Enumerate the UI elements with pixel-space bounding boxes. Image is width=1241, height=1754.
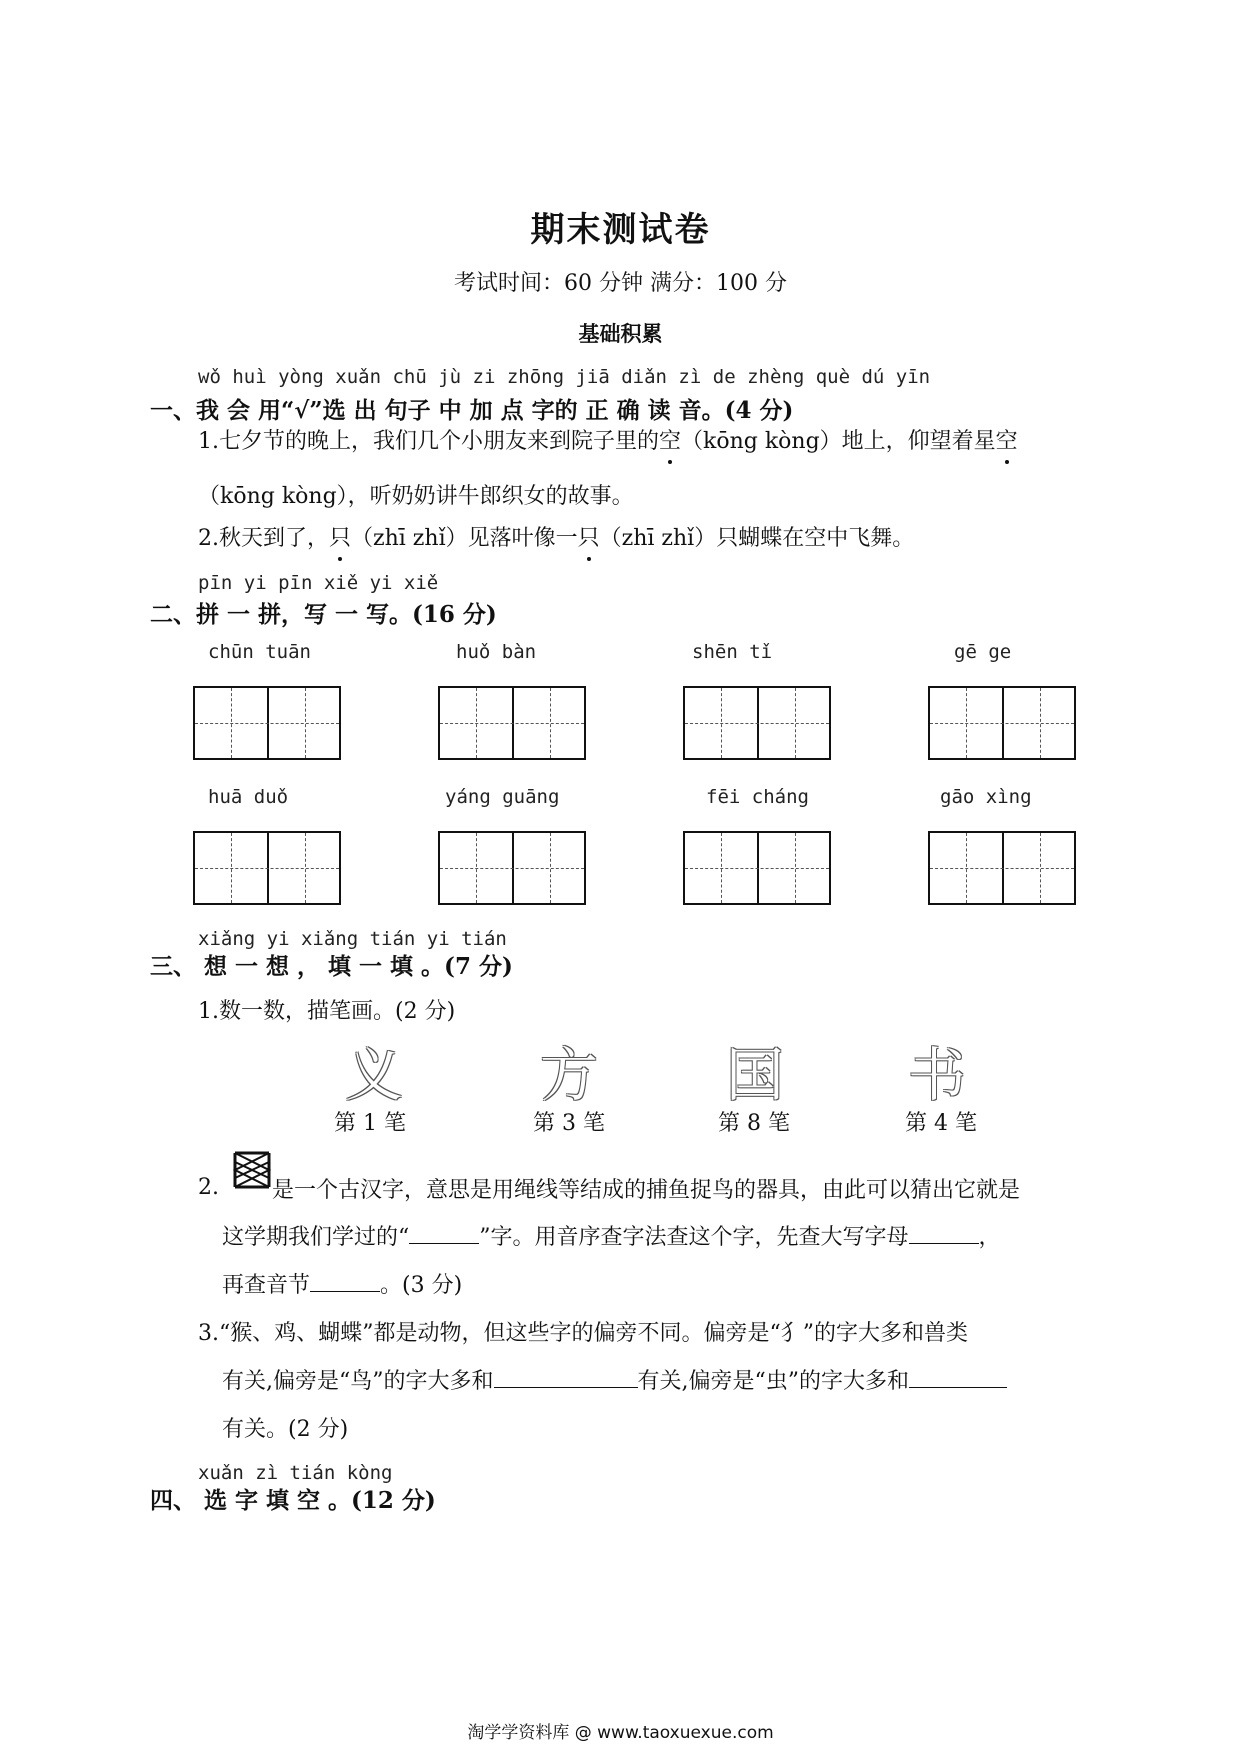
q1-sentence-1-line-2: （kōng kòng），听奶奶讲牛郎织女的故事。	[198, 484, 634, 509]
stroke-char-1: 义	[345, 1041, 404, 1109]
footer-watermark: 淘学学资料库 @ www.taoxuexue.com	[467, 1723, 774, 1743]
q3-sub-2-text-c: ，	[978, 1225, 1001, 1250]
q2-pinyin: pīn yi pīn xiě yi xiě	[198, 572, 439, 594]
section-subtitle: 基础积累	[578, 321, 663, 346]
writing-grid-2[interactable]	[438, 686, 586, 760]
word-pinyin-6: yáng guāng	[445, 786, 560, 808]
blank-bird-category[interactable]	[494, 1365, 638, 1388]
word-pinyin-8: gāo xìng	[940, 786, 1032, 808]
stroke-label-4: 第 4 笔	[905, 1111, 977, 1136]
stroke-label-2: 第 3 笔	[533, 1111, 605, 1136]
stroke-char-3: 国	[726, 1041, 785, 1109]
q1-s1-text-a: 1.七夕节的晚上，我们几个小朋友来到院子里的	[198, 429, 659, 454]
q1-s2-text-a: 2.秋天到了，	[198, 526, 329, 551]
stroke-label-3: 第 8 笔	[718, 1111, 790, 1136]
q3-sub-2-line-1: 是一个古汉字，意思是用绳线等结成的捕鱼捉鸟的器具，由此可以猜出它就是	[272, 1178, 1021, 1203]
q1-s2-text-b: （zhī zhǐ）见落叶像一	[351, 526, 578, 551]
writing-grid-1[interactable]	[193, 686, 341, 760]
q1-s1-text-b: （kōng kòng）地上，仰望着星	[681, 429, 996, 454]
exam-info: 考试时间：60 分钟 满分：100 分	[454, 271, 787, 296]
blank-insect-category[interactable]	[909, 1365, 1007, 1388]
word-pinyin-3: shēn tǐ	[692, 641, 773, 663]
word-pinyin-2: huǒ bàn	[456, 641, 537, 663]
q1-s2-text-c: （zhī zhǐ）只蝴蝶在空中飞舞。	[599, 526, 915, 551]
q1-s2-dotted-char-2: 只	[578, 521, 600, 552]
q1-s1-dotted-char-1: 空	[659, 424, 681, 455]
blank-capital-letter[interactable]	[909, 1221, 979, 1244]
q1-sentence-2	[198, 521, 914, 552]
q3-sub-2-text-b: ”字。用音序查字法查这个字，先查大写字母	[479, 1225, 909, 1250]
page-title: 期末测试卷	[530, 210, 711, 250]
q3-sub-2-text-e: 。(3 分)	[380, 1273, 463, 1298]
stroke-char-2: 方	[540, 1041, 599, 1109]
writing-grid-3[interactable]	[683, 686, 831, 760]
q3-sub-2-number: 2.	[198, 1175, 219, 1200]
q1-s2-dotted-char-1: 只	[329, 521, 351, 552]
q3-sub-2-line-3	[222, 1268, 462, 1299]
q3-sub-2-text-d: 再查音节	[222, 1273, 311, 1298]
q3-sub-2-line-2	[222, 1220, 1001, 1251]
ancient-net-character-icon	[232, 1150, 272, 1190]
q1-s1-dotted-char-2: 空	[996, 424, 1018, 455]
writing-grid-8[interactable]	[928, 831, 1076, 905]
q3-sub-3-text-a: 有关,偏旁是“鸟”的字大多和	[222, 1369, 494, 1394]
q1-sentence-1-line-1	[198, 424, 1018, 455]
word-pinyin-1: chūn tuān	[208, 641, 311, 663]
writing-grid-6[interactable]	[438, 831, 586, 905]
blank-character[interactable]	[409, 1221, 479, 1244]
q4-heading: 四、 选 字 填 空 。(12 分)	[150, 1487, 436, 1514]
q3-sub-1: 1.数一数，描笔画。(2 分)	[198, 999, 456, 1024]
writing-grid-5[interactable]	[193, 831, 341, 905]
word-pinyin-5: huā duǒ	[208, 786, 289, 808]
blank-syllable[interactable]	[310, 1269, 380, 1292]
stroke-char-4: 书	[908, 1041, 967, 1109]
q3-sub-3-line-3: 有关。(2 分)	[222, 1417, 349, 1442]
q3-sub-3-line-2	[222, 1364, 1007, 1395]
q1-heading: 一、我 会 用“√”选 出 句子 中 加 点 字的 正 确 读 音。(4 分)	[150, 397, 794, 424]
writing-grid-4[interactable]	[928, 686, 1076, 760]
q3-pinyin: xiǎng yi xiǎng tián yi tián	[198, 928, 507, 950]
q2-heading: 二、拼 一 拼，写 一 写。(16 分)	[150, 601, 497, 628]
writing-grid-7[interactable]	[683, 831, 831, 905]
q3-sub-3-text-b: 有关,偏旁是“虫”的字大多和	[637, 1369, 909, 1394]
q3-sub-3-line-1: 3.“猴、鸡、蝴蝶”都是动物，但这些字的偏旁不同。偏旁是“犭”的字大多和兽类	[198, 1321, 968, 1346]
q3-sub-2-text-a: 这学期我们学过的“	[222, 1225, 410, 1250]
word-pinyin-7: fēi cháng	[706, 786, 809, 808]
q1-pinyin: wǒ huì yòng xuǎn chū jù zi zhōng jiā diǎn zì de zhèng què dú yīn	[198, 366, 931, 388]
stroke-label-1: 第 1 笔	[334, 1111, 406, 1136]
word-pinyin-4: gē ge	[954, 641, 1012, 663]
q3-heading: 三、 想 一 想 ， 填 一 填 。(7 分)	[150, 953, 513, 980]
q4-pinyin: xuǎn zì tián kòng	[198, 1462, 393, 1484]
